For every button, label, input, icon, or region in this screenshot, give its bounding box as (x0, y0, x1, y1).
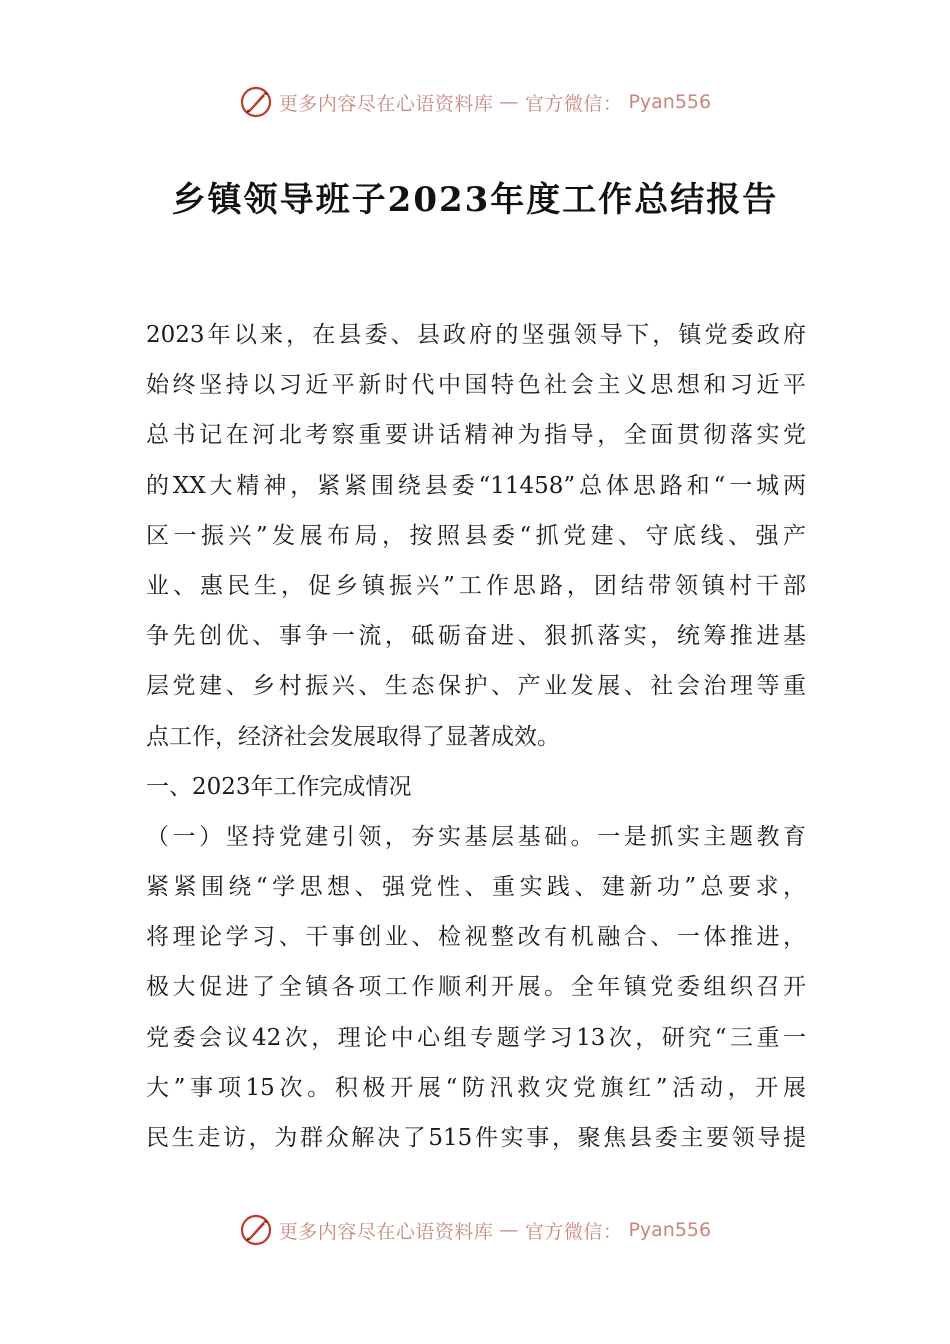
body-line: 总书记在河北考察重要讲话精神为指导，全面贯彻落实党 (146, 422, 806, 449)
body-line: 党委会议42次，理论中心组专题学习13次，研究“三重一 (146, 1024, 806, 1051)
footer-watermark (0, 1210, 950, 1250)
body-line: 业、惠民生，促乡镇振兴”工作思路，团结带领镇村干部 (146, 572, 806, 599)
quill-pen-logo-icon (239, 1213, 273, 1247)
body-line: 层党建、乡村振兴、生态保护、产业发展、社会治理等重 (146, 673, 806, 700)
watermark-dash: — (499, 91, 519, 113)
body-line: 将理论学习、干事创业、检视整改有机融合、一体推进， (146, 924, 806, 951)
body-line: 民生走访，为群众解决了515件实事，聚焦县委主要领导提 (146, 1125, 806, 1151)
watermark-sub-text: 官方微信： (524, 92, 623, 115)
document-title: 乡镇领导班子2023年度工作总结报告 (171, 180, 779, 220)
body-line: 区一振兴”发展布局，按照县委“抓党建、守底线、强产 (146, 522, 806, 549)
watermark-wechat-id: Pyan556 (628, 91, 712, 113)
document-body (146, 310, 806, 1163)
body-line: 极大促进了全镇各项工作顺利开展。全年镇党委组织召开 (146, 974, 806, 1001)
body-line: 紧紧围绕“学思想、强党性、重实践、建新功”总要求， (146, 874, 806, 901)
body-line: 点工作，经济社会发展取得了显著成效。 (146, 723, 560, 750)
watermark-main-text: 更多内容尽在心语资料库 (278, 92, 494, 115)
body-line: 的XX大精神，紧紧围绕县委“11458”总体思路和“一城两 (146, 472, 806, 499)
header-watermark (0, 82, 950, 122)
watermark-main-text: 更多内容尽在心语资料库 (278, 1220, 494, 1243)
watermark-dash: — (499, 1219, 519, 1241)
quill-pen-logo-icon (239, 85, 273, 119)
body-line: 大”事项15次。积极开展“防汛救灾党旗红”活动，开展 (146, 1074, 806, 1101)
body-line: 争先创优、事争一流，砥砺奋进、狠抓落实，统筹推进基 (146, 623, 806, 650)
watermark-wechat-id: Pyan556 (628, 1219, 712, 1241)
body-line: （一）坚持党建引领，夯实基层基础。一是抓实主题教育 (146, 823, 806, 850)
watermark-sub-text: 官方微信： (524, 1220, 623, 1243)
body-line: 始终坚持以习近平新时代中国特色社会主义思想和习近平 (146, 372, 806, 399)
body-line: 2023年以来，在县委、县政府的坚强领导下，镇党委政府 (146, 322, 806, 348)
section-heading: 一、2023年工作完成情况 (146, 773, 412, 800)
